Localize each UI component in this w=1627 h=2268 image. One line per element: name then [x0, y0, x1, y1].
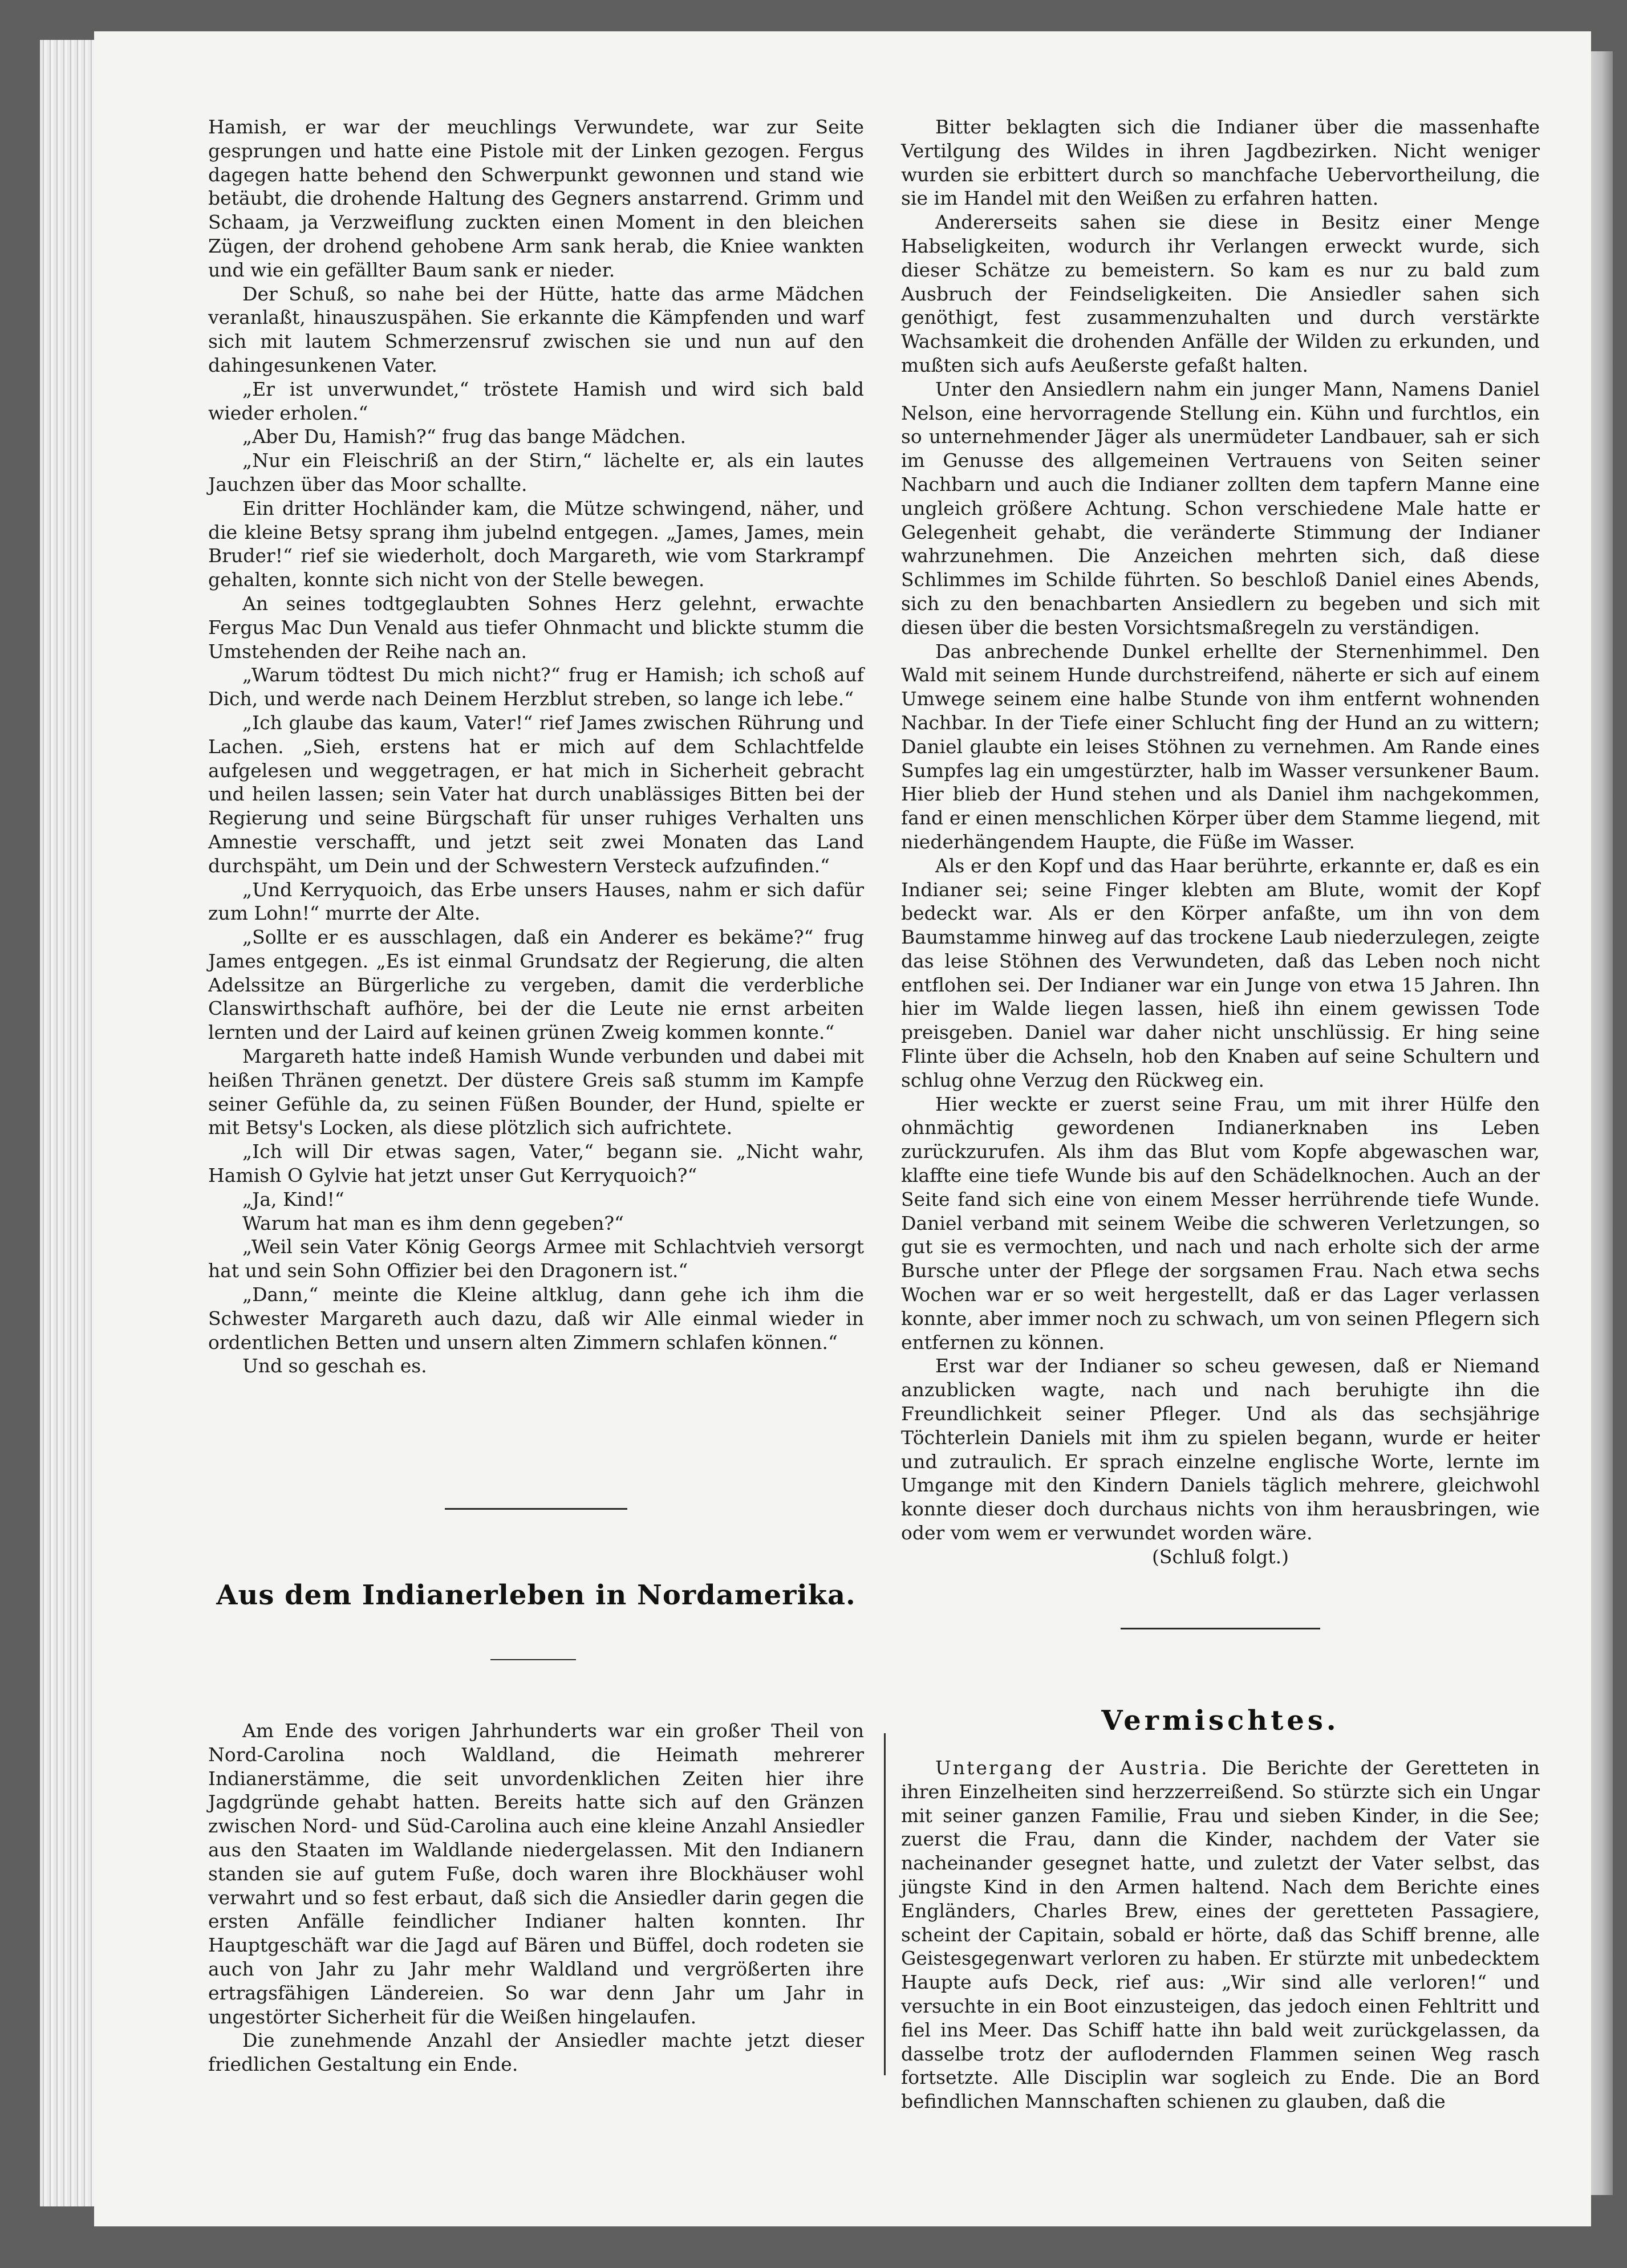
story-paragraph: Warum hat man es ihm denn gegeben?“: [242, 1212, 624, 1234]
column-divider: [884, 1733, 886, 2075]
story-paragraph: Hamish, er war der meuchlings Verwundete, war zur Seite gesprungen und hatte eine Pistole mit der Linken gezogen. Fergus dagegen hatte behend den Schwerpunkt gewonnen und stand wie betäubt, die drohende Haltung des Gegners anstarrend. Grimm und Schaam, ja Verzweiflung zuckten einen Moment in den bleichen Zügen, der drohend gehobene Arm sank herab, die Kniee wankten und wie ein gefällter Baum sank er nieder.: [208, 116, 864, 281]
story-paragraph: „Dann,“ meinte die Kleine altklug, dann gehe ich ihm die Schwester Margareth auch dazu, daß wir Alle einmal wieder in ordentlichen Betten und unsern alten Zimmern schlafen können.“: [208, 1283, 864, 1354]
article-paragraph: Die zunehmende Anzahl der Ansiedler machte jetzt dieser friedlichen Gestaltung ein Ende.: [208, 2029, 864, 2076]
story-paragraph: „Sollte er es ausschlagen, daß ein Anderer es bekäme?“ frug James entgegen. „Es ist einmal Grundsatz der Regierung, die alten Adelssitze an Bürgerliche zu vergeben, damit die verderbliche Clanswirthschaft aufhöre, bei der die Leute nie ernst arbeiten lernten und der Laird auf keinen grünen Zweig kommen konnte.“: [208, 926, 864, 1044]
stacked-page-edges: [40, 40, 103, 2206]
story-paragraph: „Er ist unverwundet,“ tröstete Hamish und wird sich bald wieder erholen.“: [208, 377, 864, 424]
article-paragraph: Das anbrechende Dunkel erhellte der Sternenhimmel. Den Wald mit seinem Hunde durchstreifend, näherte er sich auf einem Umwege seinem eine halbe Stunde von ihm entfernt wohnenden Nachbar. In der Tiefe einer Schlucht fing der Hund an zu wittern; Daniel glaubte ein leises Stöhnen zu vernehmen. Am Rande eines Sumpfes lag ein umgestürzter, halb im Wasser versunkener Baum. Hier blieb der Hund stehen und als Daniel ihm nachgekommen, fand er einen menschlichen Körper über dem Stamme liegend, mit niederhängendem Haupte, die Füße im Wasser.: [901, 640, 1540, 853]
article-paragraph: Am Ende des vorigen Jahrhunderts war ein großer Theil von Nord-Carolina noch Waldland, die Heimath mehrerer Indianerstämme, die seit unvordenklichen Zeiten hier ihre Jagdgründe gehabt hatten. Bereits hatte sich auf den Gränzen zwischen Nord- und Süd-Carolina auch eine kleine Anzahl Ansiedler aus den Staaten im Waldlande niedergelassen. Mit den Indianern standen sie auf gutem Fuße, doch waren ihre Blockhäuser wohl verwahrt und so fest erbaut, daß sich die Ansiedler darin gegen die ersten Anfälle feindlicher Indianer halten konnten. Ihr Hauptgeschäft war die Jagd auf Bären und Büffel, doch rodeten sie auch von Jahr zu Jahr mehr Waldland und vergrößerten ihre ertragsfähigen Ländereien. So war denn Jahr um Jahr in ungestörter Sicherheit für die Weißen hingelaufen.: [208, 1720, 864, 2028]
news-text: Die Berichte der Geretteten in ihren Einzelheiten sind herzzerreißend. So stürzte sich ein Ungar mit seiner ganzen Familie, Frau und sieben Kinder, in die See; zuerst die Frau, dann die Kinder, nachdem der Vater sie nacheinander gesegnet hatte, und zuletzt der Vater selbst, das jüngste Kind in den Armen haltend. Nach dem Berichte eines Engländers, Charles Brew, eines der geretteten Passagiere, scheint der Capitain, sobald er hörte, daß das Schiff brenne, alle Geistesgegenwart verloren zu haben. Er stürzte mit unbedecktem Haupte aufs Deck, rief aus: „Wir sind alle verloren!“ und versuchte in ein Boot einzusteigen, das jedoch einen Fehltritt und fiel ins Meer. Das Schiff hatte ihn bald weit zurückgelassen, da dasselbe trotz der auflodernden Flammen seinen Weg rasch fortsetzte. Alle Disciplin war sogleich zu Ende. Die an Bord befindlichen Mannschaften schienen zu glauben, daß die: [901, 1757, 1540, 2113]
news-lead: Untergang der Austria.: [935, 1757, 1209, 1779]
story-paragraph: „Ich will Dir etwas sagen, Vater,“ begann sie. „Nicht wahr, Hamish O Gylvie hat jetzt unser Gut Kerryquoich?“: [208, 1140, 864, 1187]
continuation-note: (Schluß folgt.): [1152, 1545, 1289, 1568]
article-paragraph: Erst war der Indianer so scheu gewesen, daß er Niemand anzublicken wagte, nach und nach beruhigte ihn die Freundlichkeit seiner Pfleger. Und als das sechsjährige Töchterlein Daniels mit ihm zu spielen begann, wurde er heiter und zutraulich. Er sprach einzelne englische Worte, lernte im Umgange mit den Kindern Daniels täglich mehrere, gleichwohl konnte dieser doch durchaus nichts von ihm herausbringen, wie oder vom wem er verwundet worden wäre.: [901, 1355, 1540, 1544]
news-paragraph: [901, 1756, 1540, 2113]
story-paragraph: „Weil sein Vater König Georgs Armee mit Schlachtvieh versorgt hat und sein Sohn Offizier bei den Dragonern ist.“: [208, 1235, 864, 1282]
section-title: Vermischtes.: [1101, 1705, 1340, 1737]
article-title: Aus dem Indianerleben in Nordamerika.: [216, 1579, 856, 1611]
article-paragraph: Als er den Kopf und das Haar berührte, erkannte er, daß es ein Indianer sei; seine Finger klebten am Blute, womit der Kopf bedeckt war. Als er den Körper anfaßte, um ihn von dem Baumstamme hinweg auf das trockene Laub niederzulegen, zeigte das leise Stöhnen des Verwundeten, daß das Leben noch nicht entflohen sei. Der Indianer war ein Junge von etwa 15 Jahren. Ihn hier im Walde liegen lassen, hieß ihn einem gewissen Tode preisgeben. Daniel war daher nicht unschlüssig. Er hing seine Flinte über die Achseln, hob den Knaben auf seine Schultern und schlug ohne Verzug den Rückweg ein.: [901, 854, 1540, 1091]
story-paragraph: „Und Kerryquoich, das Erbe unsers Hauses, nahm er sich dafür zum Lohn!“ murrte der Alte.: [208, 878, 864, 925]
article-paragraph: Hier weckte er zuerst seine Frau, um mit ihrer Hülfe den ohnmächtig gewordenen Indianerknaben ins Leben zurückzurufen. Als ihm das Blut vom Kopfe abgewaschen war, klaffte eine tiefe Wunde bis auf den Schädelknochen. Auch an der Seite fand sich eine von einem Messer herrührende tiefe Wunde. Daniel verband mit seinem Weibe die schweren Verletzungen, so gut sie es vermochten, und nach und nach erholte sich der arme Bursche unter der Pflege der sorgsamen Frau. Nach etwa sechs Wochen war er so weit hergestellt, daß er das Lager verlassen konnte, aber immer noch zu schwach, um von seinen Pflegern sich entfernen zu können.: [901, 1092, 1540, 1354]
left-column-story: [208, 115, 864, 1378]
article-paragraph: Unter den Ansiedlern nahm ein junger Mann, Namens Daniel Nelson, eine hervorragende Stellung ein. Kühn und furchtlos, ein so unternehmender Jäger als unermüdeter Landbauer, sah er sich im Genusse des allgemeinen Vertrauens von Seiten seiner Nachbarn und auch die Indianer zollten dem tapfern Manne eine ungleich größere Achtung. Schon verschiedene Male hatte er Gelegenheit gehabt, die veränderte Stimmung der Indianer wahrzunehmen. Die Anzeichen mehrten sich, daß diese Schlimmes im Schilde führten. So beschloß Daniel eines Abends, sich zu den benachbarten Ansiedlern zu begeben und sich mit diesen über die besten Vorsichtsmaßregeln zu verständigen.: [901, 377, 1540, 639]
article-paragraph: Andererseits sahen sie diese in Besitz einer Menge Habseligkeiten, wodurch ihr Verlangen erweckt wurde, sich dieser Schätze zu bemeistern. So kam es nur zu bald zum Ausbruch der Feindseligkeiten. Die Ansiedler sahen sich genöthigt, fest zusammenzuhalten und durch verstärkte Wachsamkeit die drohenden Anfälle der Wilden zu erkunden, und mußten sich aufs Aeußerste gefaßt halten.: [901, 211, 1540, 376]
title-rule: [490, 1659, 576, 1660]
story-end-rule: [445, 1508, 627, 1510]
story-paragraph: „Nur ein Fleischriß an der Stirn,“ lächelte er, als ein lautes Jauchzen über das Moor schallte.: [208, 449, 864, 495]
right-column-article: [901, 115, 1540, 1569]
story-paragraph: „Warum tödtest Du mich nicht?“ frug er Hamish; ich schoß auf Dich, und werde nach Deinem Herzblut streben, so lange ich lebe.“: [208, 664, 864, 710]
right-column-news: [901, 1756, 1540, 2113]
left-column-article: [208, 1719, 864, 2076]
story-paragraph: An seines todtgeglaubten Sohnes Herz gelehnt, erwachte Fergus Mac Dun Venald aus tiefer Ohnmacht und blickte stumm die Umstehenden der Reihe nach an.: [208, 592, 864, 662]
story-paragraph: Und so geschah es.: [242, 1355, 427, 1377]
story-paragraph: Der Schuß, so nahe bei der Hütte, hatte das arme Mädchen veranlaßt, hinauszuspähen. Sie erkannte die Kämpfenden und warf sich mit lautem Schmerzensruf zwischen sie und nun auf den dahingesunkenen Vater.: [208, 282, 864, 376]
story-paragraph: Margareth hatte indeß Hamish Wunde verbunden und dabei mit heißen Thränen genetzt. Der düstere Greis saß stumm im Kampfe seiner Gefühle da, zu seinen Füßen Bounder, der Hund, spielte er mit Betsy's Locken, als diese plötzlich sich aufrichtete.: [208, 1045, 864, 1139]
section-rule: [1121, 1628, 1320, 1629]
article-paragraph: Bitter beklagten sich die Indianer über die massenhafte Vertilgung des Wildes in ihren Jagdbezirken. Nicht weniger wurden sie erbittert durch so manchfache Uebervortheilung, die sie im Handel mit den Weißen zu erfahren hatten.: [901, 116, 1540, 210]
story-paragraph: „Ich glaube das kaum, Vater!“ rief James zwischen Rührung und Lachen. „Sieh, erstens hat er mich auf dem Schlachtfelde aufgelesen und weggetragen, er hat mich in Sicherheit gebracht und heilen lassen; sein Vater hat durch unablässiges Bitten bei der Regierung und seine Bürgschaft für unser ruhiges Verhalten uns Amnestie verschafft, und jetzt seit zwei Monaten das Land durchspäht, um Dein und der Schwestern Versteck aufzufinden.“: [208, 711, 864, 877]
story-paragraph: „Aber Du, Hamish?“ frug das bange Mädchen.: [242, 425, 686, 448]
story-paragraph: „Ja, Kind!“: [242, 1188, 344, 1210]
story-paragraph: Ein dritter Hochländer kam, die Mütze schwingend, näher, und die kleine Betsy sprang ihm jubelnd entgegen. „James, James, mein Bruder!“ rief sie wiederholt, doch Margareth, wie vom Starkrampf gehalten, konnte sich nicht von der Stelle bewegen.: [208, 497, 864, 591]
